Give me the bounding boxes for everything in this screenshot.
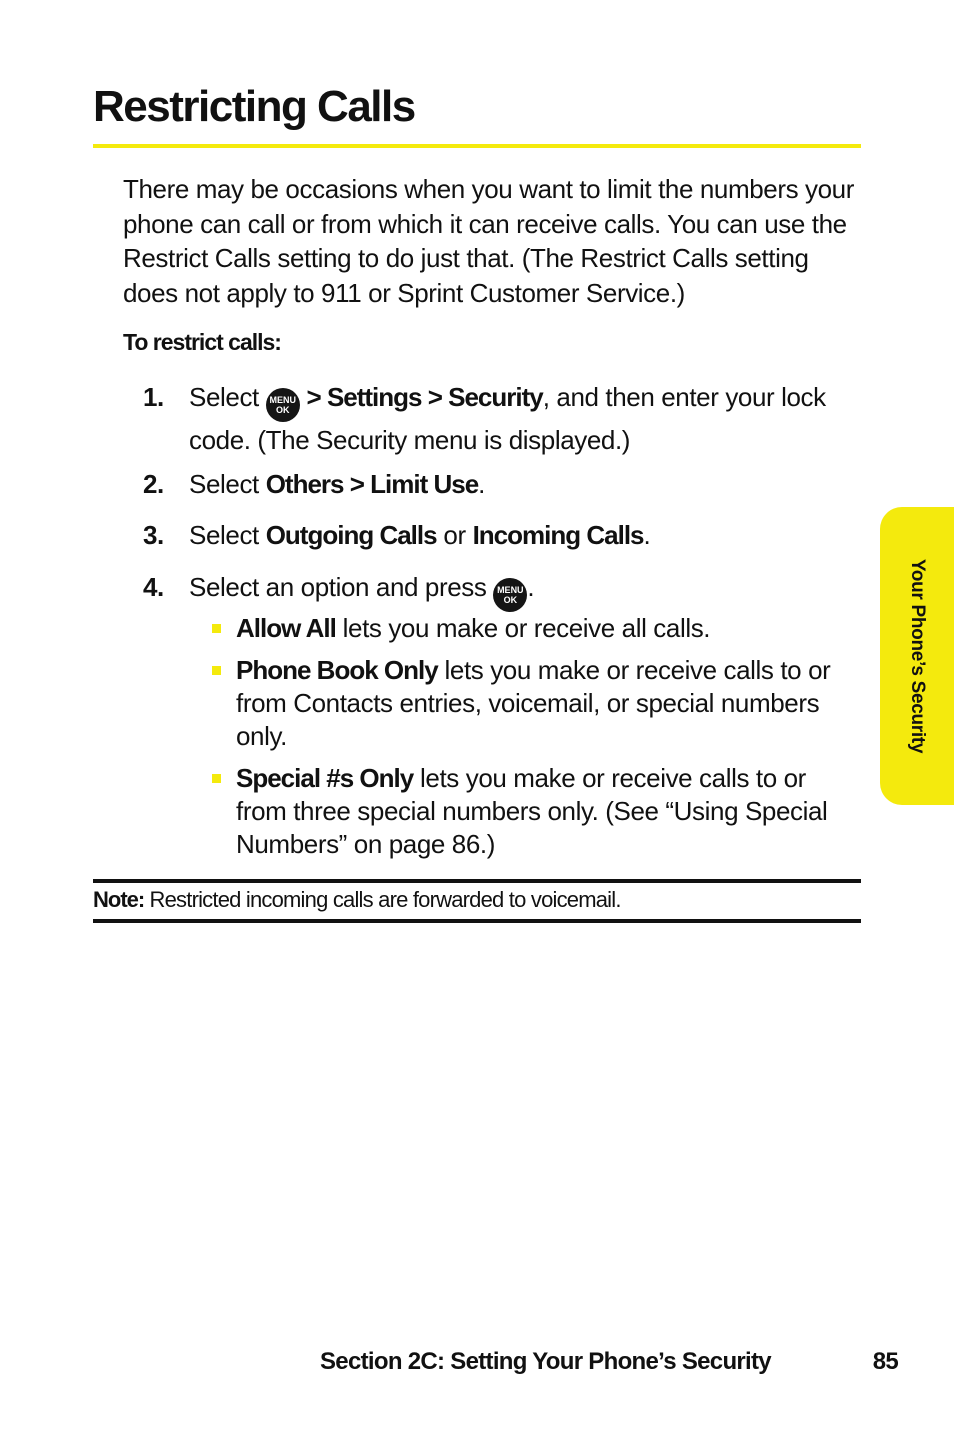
page-number: 85 [872,1348,898,1375]
menu-ok-key-icon: MENU OK [493,578,527,612]
step-text: . [478,469,485,499]
note-text: Restricted incoming calls are forwarded to voicemail. [149,887,621,912]
footer-section-title: Section 2C: Setting Your Phone’s Security [320,1348,771,1375]
step-2 [143,466,863,502]
bullet-square-icon [212,624,221,633]
step-text: , and then enter your lock code. (The Security menu is displayed.) [189,382,826,455]
bullet-square-icon [212,774,221,783]
menu-path: > Settings > Security [306,382,543,412]
step-text: Select [189,469,259,499]
step-number: 2. [143,469,164,499]
step-1 [143,379,863,458]
note-box [93,884,861,916]
option-name: Incoming Calls [472,520,644,550]
step-text: Select an option and press [189,572,487,602]
page-footer [320,1348,900,1376]
note-top-rule [93,879,861,883]
option-name: Outgoing Calls [265,520,437,550]
option-label: Special #s Only [236,763,414,793]
option-allow-all [212,612,862,645]
step-number: 3. [143,520,164,550]
title-underline [93,144,861,148]
step-number: 4. [143,572,164,602]
note-label: Note: [93,887,145,912]
menu-path: Others > Limit Use [265,469,479,499]
note-bottom-rule [93,919,861,923]
step-4 [143,569,863,612]
side-tab-label: Your Phone’s Security [907,558,928,754]
option-phone-book-only [212,654,862,753]
page-title: Restricting Calls [93,82,415,131]
intro-paragraph: There may be occasions when you want to limit the numbers your phone can call or from which it can receive calls. You can use the Restrict Calls setting to do just that. (The Restrict Calls setting does not apply to 911 or Sprint Customer Service.) [123,174,855,309]
step-text: Select [189,520,259,550]
step-text: . [527,572,535,602]
menu-ok-key-icon: MENU OK [266,388,300,422]
step-3 [143,517,863,553]
option-label: Phone Book Only [236,655,438,685]
step-text: . [643,520,651,550]
step-text: or [443,520,466,550]
bullet-square-icon [212,666,221,675]
option-description: lets you make or receive all calls. [342,613,711,643]
section-side-tab [880,507,954,805]
step-text: Select [189,382,259,412]
option-description: lets you make or receive calls to or from Contacts entries, voicemail, or special numbers only. [236,655,831,751]
procedure-heading: To restrict calls: [123,329,281,355]
option-label: Allow All [236,613,336,643]
step-number: 1. [143,382,164,412]
option-special-numbers-only [212,762,862,861]
option-description: lets you make or receive calls to or from three special numbers only. (See “Using Special Numbers” on page 86.) [236,763,828,859]
